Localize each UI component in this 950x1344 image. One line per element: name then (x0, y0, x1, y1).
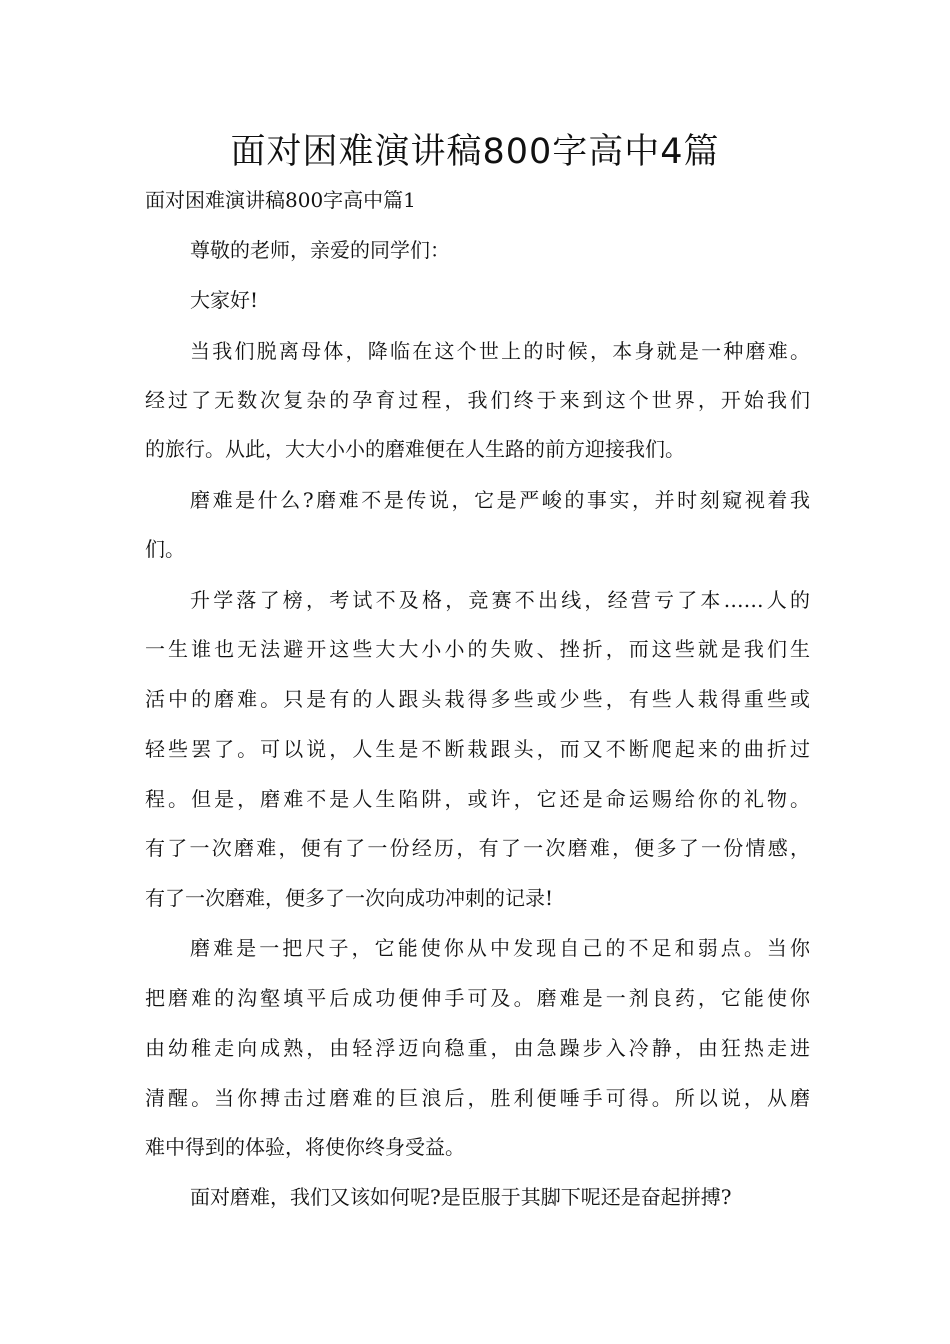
paragraph-line: 清醒。当你搏击过磨难的巨浪后，胜利便唾手可得。所以说，从磨 (145, 1086, 810, 1110)
paragraph-line: 把磨难的沟壑填平后成功便伸手可及。磨难是一剂良药，它能使你 (145, 986, 810, 1010)
paragraph-line: 轻些罢了。可以说，人生是不断栽跟头，而又不断爬起来的曲折过 (145, 737, 810, 761)
paragraph-line: 当我们脱离母体，降临在这个世上的时候，本身就是一种磨难。 (190, 339, 810, 363)
paragraph-line: 有了一次磨难，便多了一次向成功冲刺的记录! (145, 886, 554, 910)
paragraph-line: 程。但是，磨难不是人生陷阱，或许，它还是命运赐给你的礼物。 (145, 787, 810, 811)
paragraph-line: 磨难是什么?磨难不是传说，它是严峻的事实，并时刻窥视着我 (190, 488, 810, 512)
paragraph-line: 活中的磨难。只是有的人跟头栽得多些或少些，有些人栽得重些或 (145, 687, 810, 711)
paragraph-line: 磨难是一把尺子，它能使你从中发现自己的不足和弱点。当你 (190, 936, 810, 960)
paragraph-line: 经过了无数次复杂的孕育过程，我们终于来到这个世界，开始我们 (145, 388, 810, 412)
salutation-line: 大家好! (190, 288, 259, 312)
paragraph-line: 难中得到的体验，将使你终身受益。 (145, 1135, 465, 1159)
paragraph-line: 有了一次磨难，便有了一份经历，有了一次磨难，便多了一份情感， (145, 836, 810, 860)
paragraph-line: 一生谁也无法避开这些大大小小的失败、挫折，而这些就是我们生 (145, 637, 810, 661)
paragraph-line: 面对磨难，我们又该如何呢?是臣服于其脚下呢还是奋起拼搏? (190, 1185, 732, 1209)
paragraph-line: 由幼稚走向成熟，由轻浮迈向稳重，由急躁步入冷静，由狂热走进 (145, 1036, 810, 1060)
document-title: 面对困难演讲稿800字高中4篇 (230, 132, 720, 172)
paragraph-line: 的旅行。从此，大大小小的磨难便在人生路的前方迎接我们。 (145, 437, 685, 461)
paragraph-line: 升学落了榜，考试不及格，竞赛不出线，经营亏了本……人的 (190, 588, 810, 612)
paragraph-line: 们。 (145, 537, 185, 561)
greeting-line: 尊敬的老师，亲爱的同学们： (190, 238, 450, 262)
section-heading: 面对困难演讲稿800字高中篇1 (145, 188, 416, 212)
